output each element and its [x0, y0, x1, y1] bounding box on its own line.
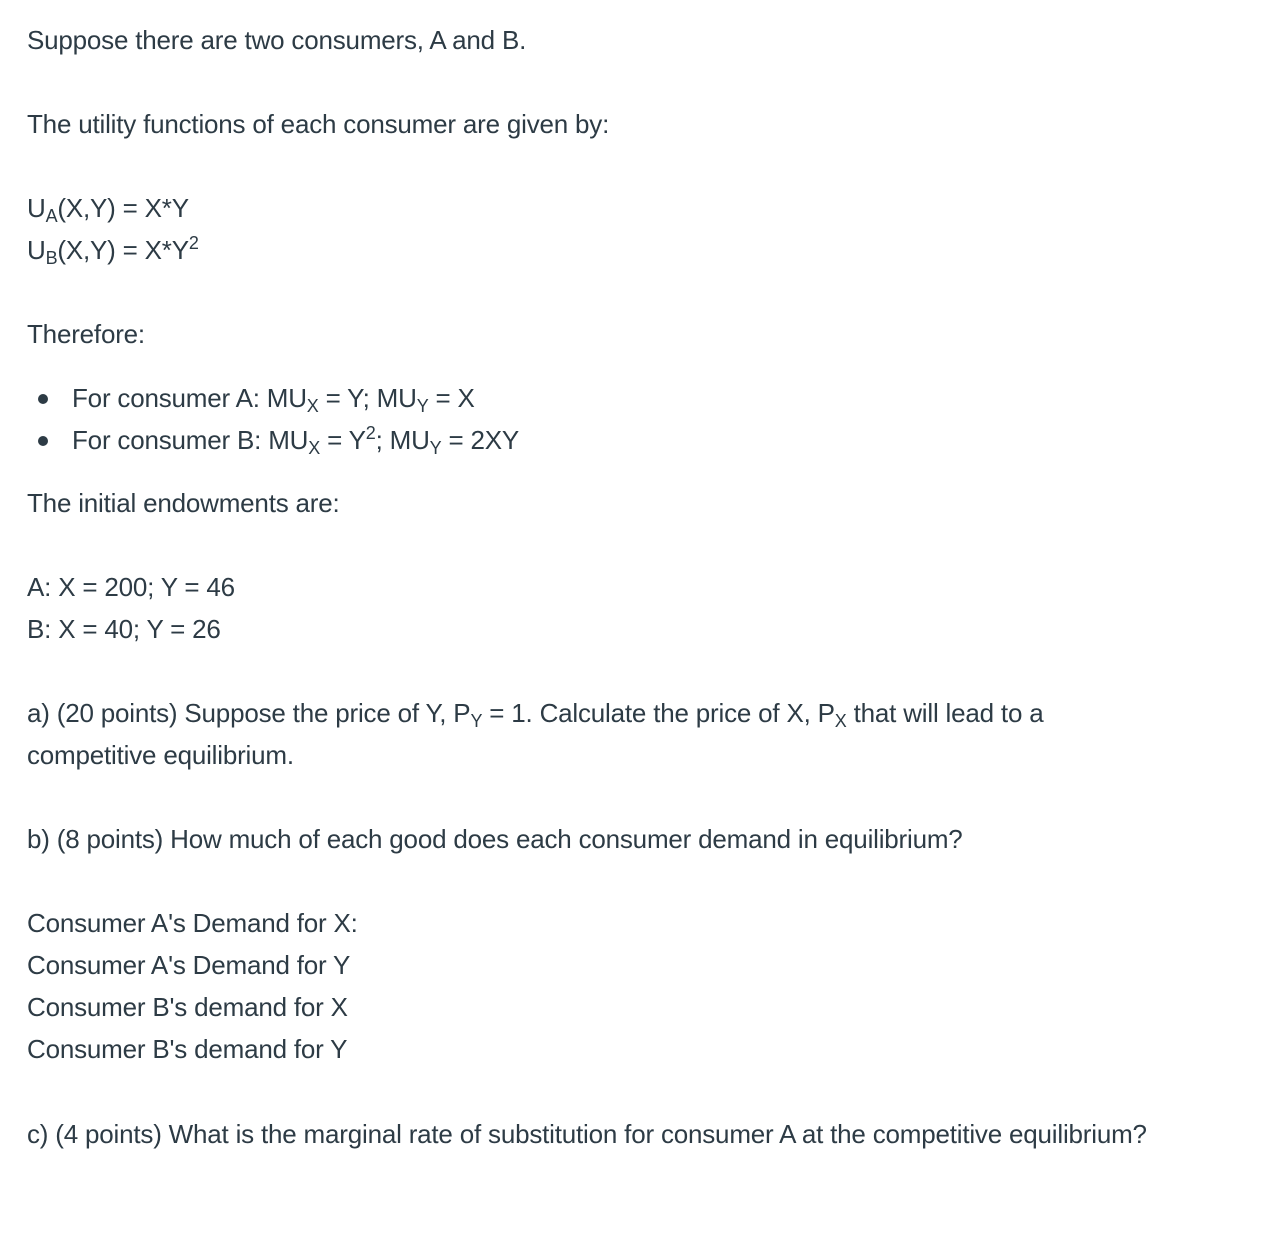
question-a: a) (20 points) Suppose the price of Y, $P_Y = 1$. Calculate the price of X, $P_X$ that will lead to a competitive equilibrium. [27, 698, 1044, 770]
endowment-a: A: X = 200; Y = 46 [27, 572, 235, 602]
demand-a-x: Consumer A's Demand for X: [27, 908, 358, 938]
question-b: b) (8 points) How much of each good does each consumer demand in equilibrium? [27, 824, 963, 854]
bullet-icon [38, 436, 48, 446]
utility-heading: The utility functions of each consumer are given by: [27, 109, 610, 139]
endowments-heading: The initial endowments are: [27, 488, 340, 518]
bullet-icon [38, 394, 48, 404]
mu-consumer-b: For consumer B: $MU_X = Y^2$; $MU_Y = 2XY$ [72, 423, 520, 458]
therefore-text: Therefore: [27, 319, 145, 349]
utility-function-a: $U_A(X,Y) = X*Y$ [27, 193, 189, 226]
utility-function-b: $U_B(X,Y) = X*Y^2$ [27, 233, 199, 268]
demand-b-y: Consumer B's demand for Y [27, 1034, 348, 1064]
demand-b-x: Consumer B's demand for X [27, 992, 348, 1022]
intro-text: Suppose there are two consumers, A and B. [27, 25, 527, 55]
mu-consumer-a: For consumer A: $MU_X = Y$; $MU_Y = X$ [72, 383, 475, 416]
demand-a-y: Consumer A's Demand for Y [27, 950, 351, 980]
question-c: c) (4 points) What is the marginal rate of substitution for consumer A at the competitive equilibrium? [27, 1119, 1147, 1149]
endowment-b: B: X = 40; Y = 26 [27, 614, 221, 644]
